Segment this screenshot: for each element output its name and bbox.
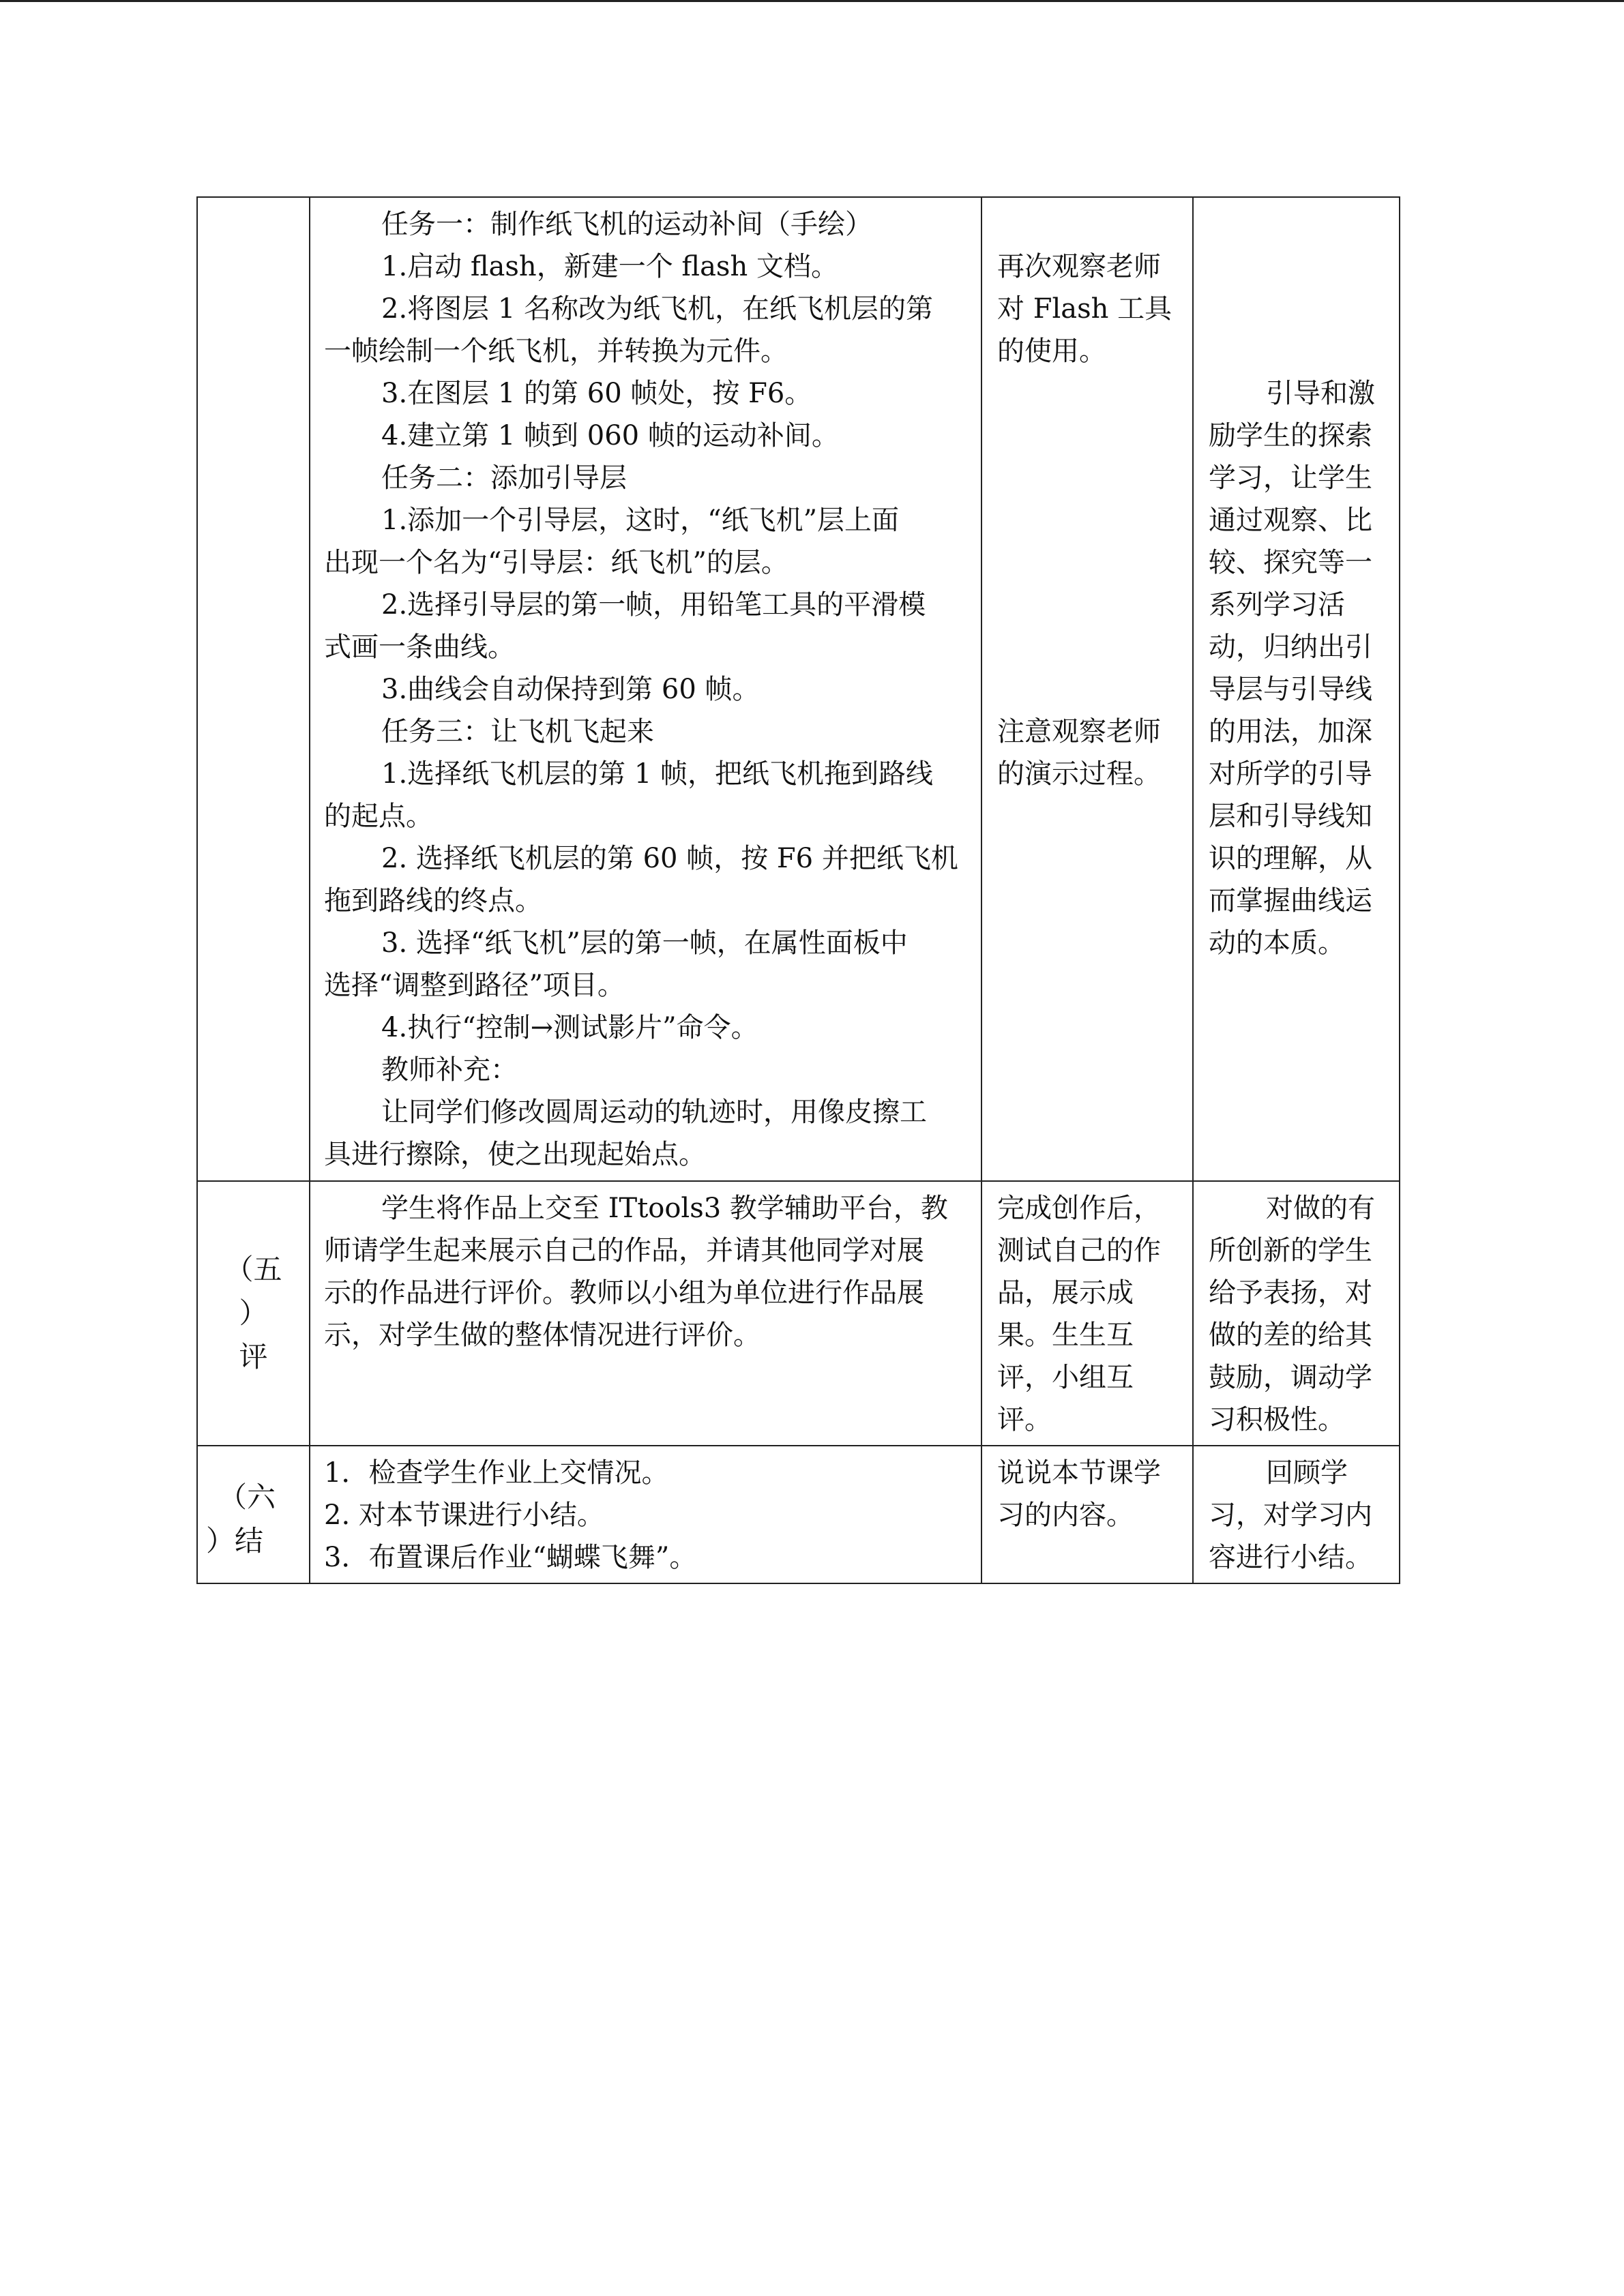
- lesson-plan-table: [196, 196, 1400, 1584]
- purpose-text-line: 系列学习活: [1209, 589, 1345, 621]
- teacher-paragraph: [324, 457, 970, 499]
- purpose-text-line: 通过观察、比: [1209, 505, 1372, 536]
- purpose-text-line: 做的差的给其: [1209, 1320, 1372, 1351]
- purpose-text-line: 习积极性。: [1209, 1404, 1345, 1435]
- teacher-text-line: 选择“调整到路径”项目。: [324, 970, 625, 1001]
- purpose-text-line: 给予表扬，对: [1209, 1277, 1372, 1309]
- teacher-text-line: 3．布置课后作业“蝴蝶飞舞”。: [324, 1542, 697, 1573]
- purpose-text-line: 学习，让学生: [1209, 462, 1372, 494]
- purpose-text-line: 回顾学: [1266, 1457, 1348, 1489]
- teacher-paragraph: [324, 837, 970, 922]
- teacher-text-line: 3.曲线会自动保持到第 60 帧。: [381, 674, 760, 705]
- student-text-line: 的使用。: [997, 336, 1106, 367]
- stage-cell: [197, 1446, 310, 1583]
- teacher-text-line: 拖到路线的终点。: [324, 885, 542, 916]
- purpose-text-line: 引导和激: [1266, 378, 1375, 409]
- teacher-paragraph: [324, 1007, 970, 1049]
- teacher-text-line: 2.将图层 1 名称改为纸飞机，在纸飞机层的第: [381, 293, 934, 325]
- purpose-text-line: 导层与引导线: [1209, 674, 1372, 705]
- stage-label-line: 评: [239, 1340, 268, 1373]
- teacher-paragraph: [324, 584, 970, 668]
- student-text-line: 测试自己的作: [997, 1235, 1161, 1266]
- student-text-line: 说说本节课学: [997, 1457, 1161, 1489]
- purpose-text-line: 层和引导线知: [1209, 801, 1372, 832]
- purpose-text-line: 鼓励，调动学: [1209, 1362, 1372, 1393]
- teacher-text-line: 让同学们修改圆周运动的轨迹时，用像皮擦工: [381, 1097, 927, 1128]
- purpose-text-line: 对做的有: [1266, 1193, 1375, 1224]
- student-text-line: 对 Flash 工具: [997, 293, 1172, 325]
- teacher-text-line: 具进行擦除，使之出现起始点。: [324, 1139, 706, 1170]
- teacher-text-line: 任务二：添加引导层: [381, 462, 627, 494]
- teacher-paragraph: [324, 245, 970, 288]
- teacher-paragraph: [324, 203, 970, 245]
- teacher-text-line: 4.建立第 1 帧到 060 帧的运动补间。: [381, 420, 839, 451]
- teacher-text-line: 出现一个名为“引导层：纸飞机”的层。: [324, 547, 788, 578]
- student-activity-block: [997, 711, 1185, 795]
- design-purpose-cell: [1193, 1446, 1400, 1583]
- lesson-plan-table-body: [197, 197, 1400, 1583]
- stage-cell: [197, 197, 310, 1181]
- design-purpose-cell: [1193, 197, 1400, 1181]
- teacher-activity-cell: [310, 197, 981, 1181]
- teacher-text-line: 1.启动 flash，新建一个 flash 文档。: [381, 251, 838, 282]
- purpose-text-line: 的用法，加深: [1209, 716, 1372, 747]
- purpose-text-line: 对所学的引导: [1209, 758, 1372, 790]
- student-text-line: 品，展示成: [997, 1277, 1134, 1309]
- teacher-text-line: 一帧绘制一个纸飞机，并转换为元件。: [324, 336, 788, 367]
- teacher-paragraph: [324, 1536, 970, 1579]
- teacher-paragraph: [324, 1049, 970, 1091]
- teacher-text-line: 3. 选择“纸飞机”层的第一帧，在属性面板中: [381, 927, 908, 959]
- student-text-line: 注意观察老师: [997, 716, 1161, 747]
- teacher-text-line: 式画一条曲线。: [324, 631, 515, 663]
- page-top-border: [0, 0, 1624, 2]
- purpose-text-line: 动，归纳出引: [1209, 631, 1372, 663]
- stage-label-line: （五: [224, 1253, 282, 1286]
- teacher-activity-cell: [310, 1181, 981, 1446]
- purpose-text-line: 所创新的学生: [1209, 1235, 1372, 1266]
- student-text-line: 完成创作后，: [997, 1193, 1161, 1224]
- student-text-line: 习的内容。: [997, 1500, 1134, 1531]
- teacher-text-line: 1．检查学生作业上交情况。: [324, 1457, 669, 1489]
- teacher-text-line: 1.添加一个引导层，这时，“纸飞机”层上面: [381, 505, 900, 536]
- student-activity-cell: [981, 1181, 1193, 1446]
- design-purpose-cell: [1193, 1181, 1400, 1446]
- stage-label: [198, 1248, 309, 1379]
- student-text-line: 果。生生互: [997, 1320, 1134, 1351]
- teacher-text-line: 1.选择纸飞机层的第 1 帧，把纸飞机拖到路线: [381, 758, 934, 790]
- teacher-text-line: 师请学生起来展示自己的作品，并请其他同学对展: [324, 1235, 924, 1266]
- table-row: [197, 197, 1400, 1181]
- teacher-text-line: 任务三：让飞机飞起来: [381, 716, 654, 747]
- teacher-text-line: 2.选择引导层的第一帧，用铅笔工具的平滑模: [381, 589, 926, 621]
- stage-cell: [197, 1181, 310, 1446]
- student-activity-cell: [981, 197, 1193, 1181]
- teacher-paragraph: [324, 1494, 970, 1536]
- table-row: [197, 1181, 1400, 1446]
- table-row: [197, 1446, 1400, 1583]
- purpose-text-line: 容进行小结。: [1209, 1542, 1372, 1573]
- teacher-paragraph: [324, 1452, 970, 1494]
- student-activity-block: [997, 245, 1185, 372]
- purpose-text-line: 励学生的探索: [1209, 420, 1372, 451]
- teacher-text-line: 的起点。: [324, 801, 433, 832]
- teacher-text-line: 4.执行“控制→测试影片”命令。: [381, 1012, 758, 1043]
- teacher-paragraph: [324, 668, 970, 711]
- teacher-text-line: 教师补充：: [381, 1054, 518, 1086]
- teacher-paragraph: [324, 415, 970, 457]
- teacher-text-line: 示，对学生做的整体情况进行评价。: [324, 1320, 761, 1351]
- stage-label-line: ）结: [206, 1524, 264, 1557]
- purpose-text-line: 动的本质。: [1209, 927, 1345, 959]
- stage-label-line: （六: [218, 1480, 276, 1514]
- student-activity-block: [997, 1187, 1185, 1441]
- teacher-paragraph: [324, 1091, 970, 1176]
- student-activity-block: [997, 1452, 1185, 1536]
- teacher-paragraph: [324, 1187, 970, 1356]
- teacher-paragraph: [324, 372, 970, 415]
- teacher-text-line: 示的作品进行评价。教师以小组为单位进行作品展: [324, 1277, 924, 1309]
- purpose-text-line: 而掌握曲线运: [1209, 885, 1372, 916]
- teacher-paragraph: [324, 499, 970, 584]
- teacher-text-line: 任务一：制作纸飞机的运动补间（手绘）: [381, 209, 872, 240]
- purpose-text-line: 习，对学习内: [1209, 1500, 1372, 1531]
- teacher-text-line: 3.在图层 1 的第 60 帧处，按 F6。: [381, 378, 812, 409]
- teacher-paragraph: [324, 288, 970, 372]
- teacher-activity-cell: [310, 1446, 981, 1583]
- student-text-line: 评。: [997, 1404, 1052, 1435]
- stage-label-line: ）: [239, 1296, 268, 1330]
- teacher-text-line: 2. 选择纸飞机层的第 60 帧，按 F6 并把纸飞机: [381, 843, 958, 874]
- teacher-paragraph: [324, 753, 970, 837]
- student-activity-cell: [981, 1446, 1193, 1583]
- stage-label: [198, 1466, 309, 1563]
- teacher-text-line: 学生将作品上交至 ITtools3 教学辅助平台，教: [381, 1193, 948, 1224]
- student-text-line: 的演示过程。: [997, 758, 1161, 790]
- teacher-text-line: 2. 对本节课进行小结。: [324, 1500, 604, 1531]
- teacher-paragraph: [324, 711, 970, 753]
- purpose-text-line: 识的理解，从: [1209, 843, 1372, 874]
- purpose-text-line: 较、探究等一: [1209, 547, 1372, 578]
- student-text-line: 评，小组互: [997, 1362, 1134, 1393]
- teacher-paragraph: [324, 922, 970, 1007]
- student-text-line: 再次观察老师: [997, 251, 1161, 282]
